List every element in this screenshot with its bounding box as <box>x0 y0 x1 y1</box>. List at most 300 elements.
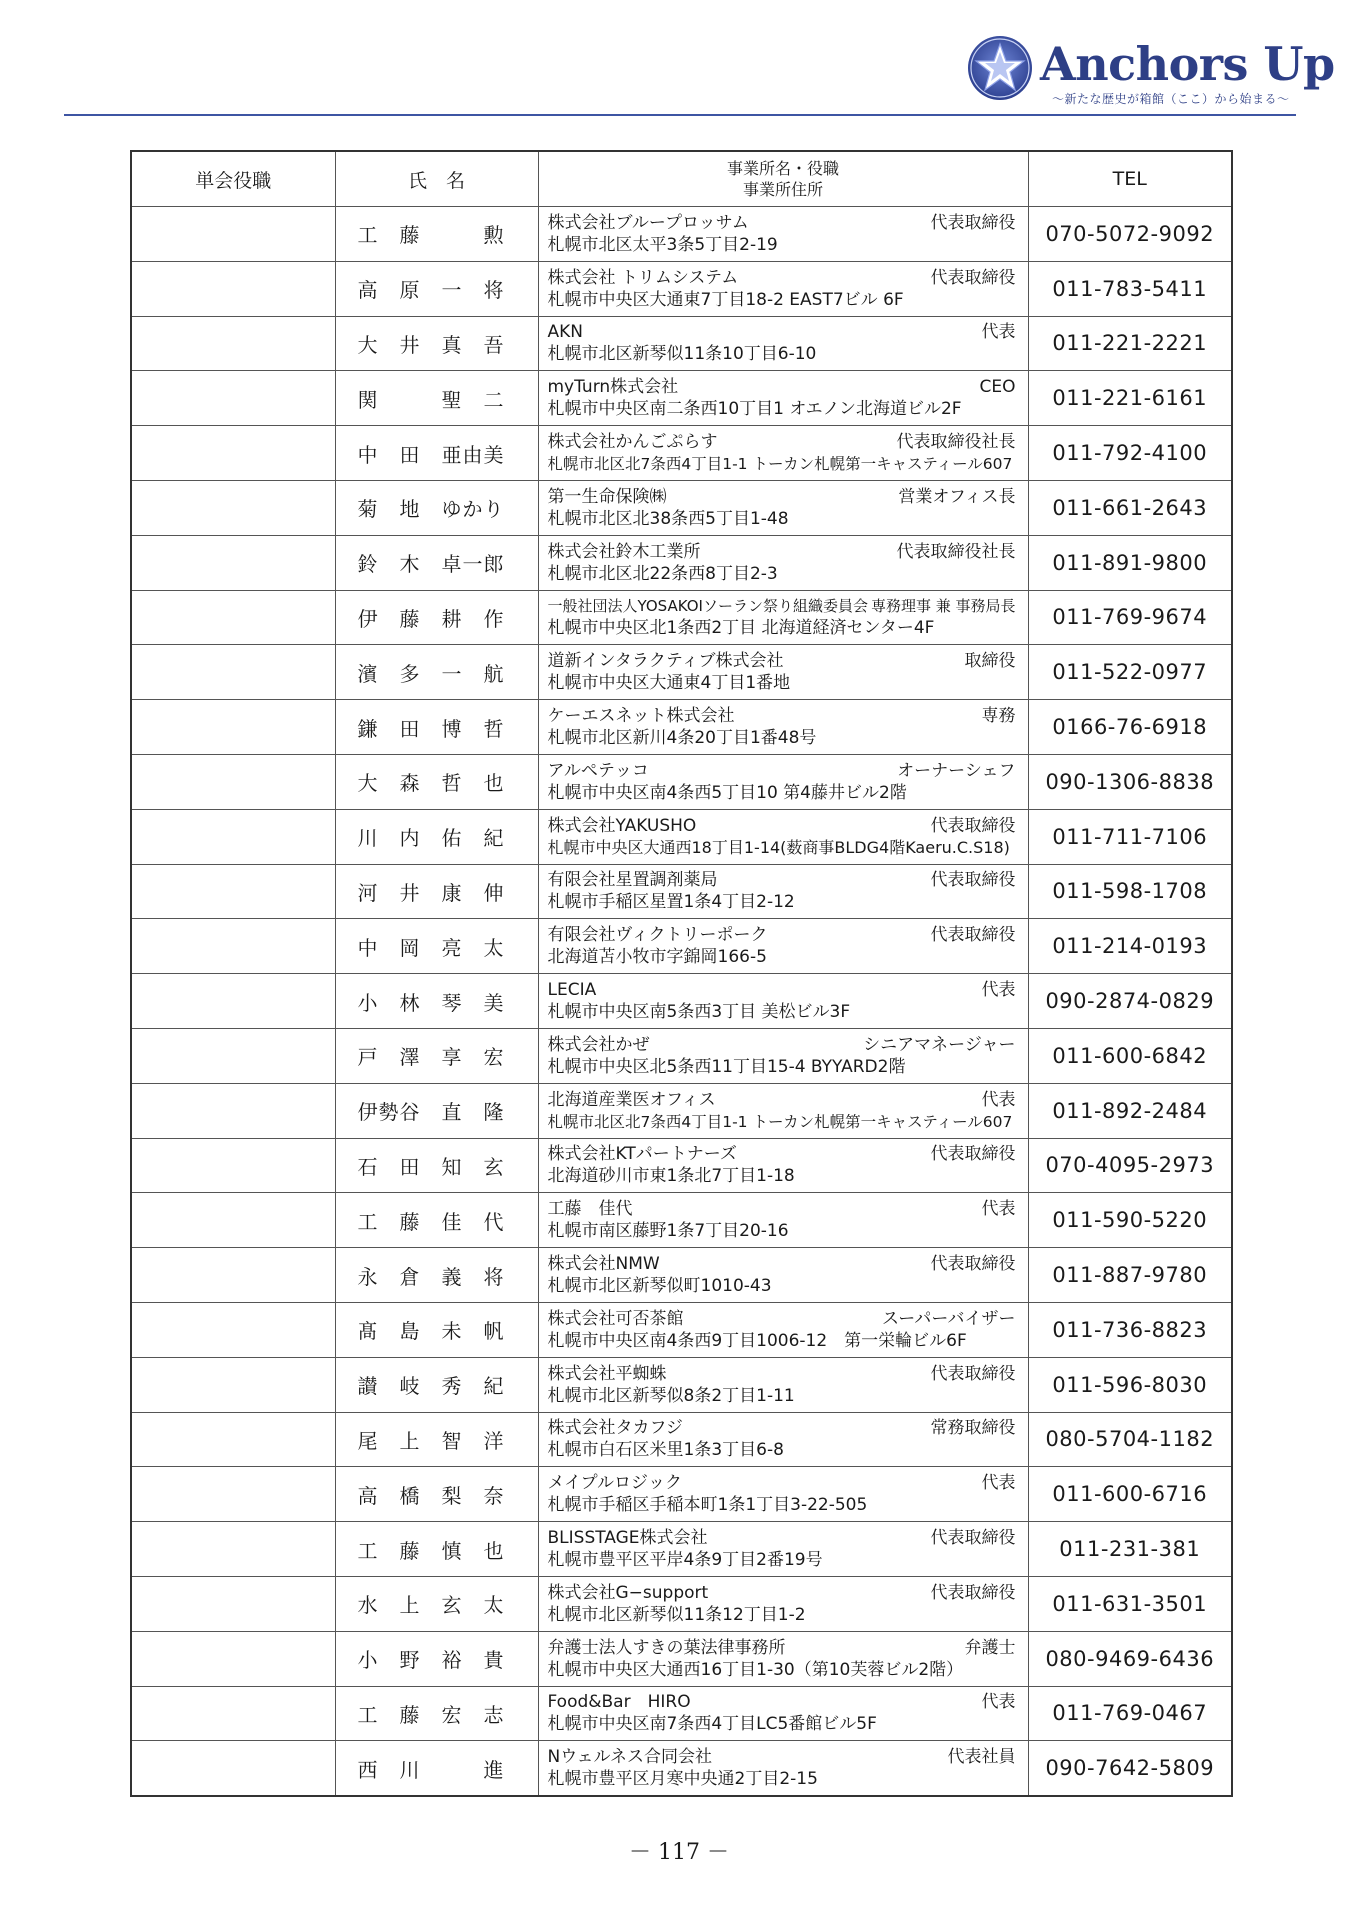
business-address: 札幌市白石区米里1条3丁目6-8 <box>547 1440 784 1461</box>
business-cell <box>538 371 1028 426</box>
business-cell <box>538 754 1028 809</box>
company-name: 工藤 佳代 <box>547 1199 633 1220</box>
business-address: 札幌市南区藤野1条7丁目20-16 <box>547 1221 789 1242</box>
tel-cell: 011-221-6161 <box>1028 371 1232 426</box>
name-cell <box>335 480 538 535</box>
business-cell <box>538 1522 1028 1577</box>
business-address: 札幌市北区新川4条20丁目1番48号 <box>547 728 817 749</box>
name-cell <box>335 371 538 426</box>
job-title: 専務理事 兼 事務局長 <box>870 597 1016 616</box>
business-cell <box>538 1028 1028 1083</box>
business-address: 札幌市手稲区手稲本町1条1丁目3-22-505 <box>547 1495 868 1516</box>
role-cell <box>131 207 335 262</box>
tel-cell: 090-1306-8838 <box>1028 754 1232 809</box>
business-cell <box>538 316 1028 371</box>
tel-cell: 0166-76-6918 <box>1028 700 1232 755</box>
business-cell <box>538 974 1028 1029</box>
job-title: 代表 <box>981 1199 1016 1220</box>
business-cell <box>538 1576 1028 1631</box>
business-line <box>548 595 1016 617</box>
job-title: 代表取締役 <box>930 925 1016 946</box>
role-cell <box>131 1576 335 1631</box>
business-cell <box>538 1467 1028 1522</box>
name-cell <box>335 809 538 864</box>
tel-cell: 011-600-6842 <box>1028 1028 1232 1083</box>
company-name: myTurn株式会社 <box>547 377 679 398</box>
tel-cell: 011-221-2221 <box>1028 316 1232 371</box>
job-title: 代表取締役 <box>930 870 1016 891</box>
role-cell <box>131 1138 335 1193</box>
member-name: 高 原 一 将 <box>357 278 505 303</box>
tel-cell: 070-5072-9092 <box>1028 207 1232 262</box>
business-address: 札幌市豊平区月寒中央通2丁目2-15 <box>547 1769 818 1790</box>
business-address: 札幌市中央区大通東7丁目18-2 EAST7ビル 6F <box>547 289 904 310</box>
role-cell <box>131 1412 335 1467</box>
company-name: 株式会社タカフジ <box>547 1418 683 1439</box>
business-cell <box>538 207 1028 262</box>
tel-cell: 080-9469-6436 <box>1028 1631 1232 1686</box>
name-cell <box>335 261 538 316</box>
tel-cell: 011-769-0467 <box>1028 1686 1232 1741</box>
name-cell <box>335 754 538 809</box>
business-line <box>548 979 1016 1001</box>
table-row <box>131 426 1232 481</box>
table-row <box>131 809 1232 864</box>
name-cell <box>335 1083 538 1138</box>
tel-cell: 011-792-4100 <box>1028 426 1232 481</box>
business-line <box>548 321 1016 343</box>
job-title: 代表取締役 <box>930 267 1016 288</box>
business-line <box>548 1691 1016 1713</box>
business-line <box>548 1527 1016 1549</box>
tel-cell: 011-711-7106 <box>1028 809 1232 864</box>
role-cell <box>131 426 335 481</box>
tel-cell: 011-231-381 <box>1028 1522 1232 1577</box>
member-name: 大 井 真 吾 <box>357 332 505 357</box>
role-cell <box>131 1522 335 1577</box>
company-name: 株式会社平蜘蛛 <box>547 1363 667 1384</box>
business-line <box>548 1472 1016 1494</box>
name-cell <box>335 700 538 755</box>
business-line <box>548 1143 1016 1165</box>
role-cell <box>131 590 335 645</box>
member-name: 菊 地 ゆかり <box>357 497 505 522</box>
role-cell <box>131 700 335 755</box>
tel-cell: 011-892-2484 <box>1028 1083 1232 1138</box>
business-address: 札幌市中央区大通西18丁目1-14(薮商事BLDG4階Kaeru.C.S18) <box>547 837 1010 857</box>
business-cell <box>538 1193 1028 1248</box>
name-cell <box>335 207 538 262</box>
table-row <box>131 535 1232 590</box>
name-cell <box>335 1138 538 1193</box>
table-row <box>131 974 1232 1029</box>
business-cell <box>538 864 1028 919</box>
column-header-business-line2: 事業所住所 <box>742 180 823 199</box>
tel-cell: 011-214-0193 <box>1028 919 1232 974</box>
table-row <box>131 590 1232 645</box>
business-address: 札幌市豊平区平岸4条9丁目2番19号 <box>547 1550 823 1571</box>
member-name: 石 田 知 玄 <box>357 1154 505 1179</box>
tel-cell: 011-736-8823 <box>1028 1302 1232 1357</box>
business-cell <box>538 1741 1028 1796</box>
name-cell <box>335 1412 538 1467</box>
member-directory-table <box>130 150 1233 1797</box>
name-cell <box>335 864 538 919</box>
table-row <box>131 480 1232 535</box>
member-name: 工 藤 慎 也 <box>357 1538 505 1563</box>
name-cell <box>335 1302 538 1357</box>
business-cell <box>538 645 1028 700</box>
member-name: 尾 上 智 洋 <box>357 1428 505 1453</box>
business-line <box>548 924 1016 946</box>
name-cell <box>335 645 538 700</box>
business-address: 札幌市中央区南4条西5丁目10 第4藤井ビル2階 <box>547 782 907 803</box>
tel-cell: 011-887-9780 <box>1028 1248 1232 1303</box>
company-name: 北海道産業医オフィス <box>547 1089 716 1110</box>
member-name: 工 藤 宏 志 <box>357 1702 505 1727</box>
member-name: 讃 岐 秀 紀 <box>357 1374 505 1399</box>
name-cell <box>335 1522 538 1577</box>
business-line <box>548 1253 1016 1275</box>
business-cell <box>538 261 1028 316</box>
job-title: 代表取締役 <box>930 1144 1016 1165</box>
logo-subtitle: ～新たな歴史が箱館（ここ）から始まる～ <box>1052 92 1290 106</box>
role-cell <box>131 1357 335 1412</box>
tel-cell: 090-2874-0829 <box>1028 974 1232 1029</box>
role-cell <box>131 480 335 535</box>
header-divider <box>64 114 1296 116</box>
company-name: 弁護士法人すきの葉法律事務所 <box>547 1637 786 1658</box>
table-row <box>131 1686 1232 1741</box>
role-cell <box>131 919 335 974</box>
role-cell <box>131 261 335 316</box>
name-cell <box>335 919 538 974</box>
member-name: 小 林 琴 美 <box>357 990 505 1015</box>
company-name: メイプルロジック <box>547 1473 682 1494</box>
role-cell <box>131 1083 335 1138</box>
table-row <box>131 316 1232 371</box>
tel-cell: 070-4095-2973 <box>1028 1138 1232 1193</box>
column-header-business-line1: 事業所名・役職 <box>726 159 839 178</box>
job-title: 取締役 <box>964 651 1016 672</box>
business-address: 札幌市北区新琴似町1010-43 <box>547 1276 772 1297</box>
table-row <box>131 1028 1232 1083</box>
table-row <box>131 1193 1232 1248</box>
member-name: 永 倉 義 将 <box>357 1264 505 1289</box>
table-header-row <box>131 151 1232 207</box>
company-name: 株式会社かんごぷらす <box>547 432 718 453</box>
job-title: オーナーシェフ <box>897 760 1016 781</box>
table-row <box>131 371 1232 426</box>
business-address: 札幌市中央区北1条西2丁目 北海道経済センター4F <box>547 618 935 639</box>
name-cell <box>335 1631 538 1686</box>
business-address: 札幌市中央区南5条西3丁目 美松ビル3F <box>547 1002 851 1023</box>
table-row <box>131 1138 1232 1193</box>
business-cell <box>538 700 1028 755</box>
role-cell <box>131 864 335 919</box>
table-row <box>131 1576 1232 1631</box>
business-line <box>548 815 1016 837</box>
job-title: 代表社員 <box>947 1747 1016 1768</box>
business-line <box>548 705 1016 727</box>
table-row <box>131 645 1232 700</box>
business-line <box>548 1034 1016 1056</box>
member-name: 濱 多 一 航 <box>357 661 505 686</box>
job-title: 代表 <box>981 1089 1016 1110</box>
member-name: 工 藤 佳 代 <box>357 1209 505 1234</box>
business-cell <box>538 1631 1028 1686</box>
table-row <box>131 207 1232 262</box>
role-cell <box>131 1631 335 1686</box>
role-cell <box>131 1467 335 1522</box>
tel-cell: 011-522-0977 <box>1028 645 1232 700</box>
table-row <box>131 1412 1232 1467</box>
job-title: 代表取締役 <box>930 1254 1016 1275</box>
table-row <box>131 700 1232 755</box>
name-cell <box>335 1193 538 1248</box>
job-title: 代表取締役 <box>930 212 1016 233</box>
business-cell <box>538 1083 1028 1138</box>
role-cell <box>131 645 335 700</box>
table-row <box>131 1741 1232 1796</box>
column-header-tel: TEL <box>1028 151 1232 207</box>
business-line <box>548 1582 1016 1604</box>
job-title: 代表取締役社長 <box>896 541 1016 562</box>
role-cell <box>131 1193 335 1248</box>
member-name: 工 藤 勲 <box>357 223 505 248</box>
business-line <box>548 869 1016 891</box>
tel-cell: 011-783-5411 <box>1028 261 1232 316</box>
table-row <box>131 919 1232 974</box>
tel-cell: 011-661-2643 <box>1028 480 1232 535</box>
tel-cell: 011-631-3501 <box>1028 1576 1232 1631</box>
business-address: 札幌市北区新琴似11条10丁目6-10 <box>547 344 817 365</box>
business-address: 札幌市手稲区星置1条4丁目2-12 <box>547 892 795 913</box>
business-line <box>548 1308 1016 1330</box>
company-name: 道新インタラクティブ株式会社 <box>547 651 784 672</box>
name-cell <box>335 535 538 590</box>
table-row <box>131 864 1232 919</box>
job-title: 代表 <box>981 1473 1016 1494</box>
business-line <box>548 1363 1016 1385</box>
company-name: Nウェルネス合同会社 <box>547 1747 713 1768</box>
member-name: 大 森 哲 也 <box>357 771 505 796</box>
company-name: 第一生命保険㈱ <box>547 486 667 507</box>
job-title: 代表 <box>981 322 1016 343</box>
company-name: 株式会社かぜ <box>547 1034 650 1055</box>
business-cell <box>538 919 1028 974</box>
business-address: 札幌市北区新琴似8条2丁目1-11 <box>547 1385 795 1406</box>
member-name: 髙 島 未 帆 <box>357 1319 505 1344</box>
member-name: 河 井 康 伸 <box>357 880 505 905</box>
business-address: 札幌市北区太平3条5丁目2-19 <box>547 234 778 255</box>
business-cell <box>538 590 1028 645</box>
company-name: 有限会社ヴィクトリーポーク <box>547 925 768 946</box>
tel-cell: 011-891-9800 <box>1028 535 1232 590</box>
business-address: 札幌市北区北7条西4丁目1-1 トーカン札幌第一キャスティール607 <box>547 455 1013 474</box>
job-title: スーパーバイザー <box>882 1308 1016 1329</box>
business-address: 札幌市中央区北5条西11丁目15-4 BYYARD2階 <box>547 1056 906 1077</box>
role-cell <box>131 316 335 371</box>
page-number: － 117 － <box>629 1840 729 1865</box>
member-name: 鈴 木 卓一郎 <box>357 552 505 577</box>
member-name: 鎌 田 博 哲 <box>357 716 505 741</box>
name-cell <box>335 974 538 1029</box>
member-name: 関 聖 二 <box>357 387 505 412</box>
member-name: 中 岡 亮 太 <box>357 935 505 960</box>
job-title: 代表取締役 <box>930 1582 1016 1603</box>
member-name: 中 田 亜由美 <box>357 442 505 467</box>
business-line <box>548 376 1016 398</box>
member-name: 高 橋 梨 奈 <box>357 1483 505 1508</box>
business-address: 札幌市中央区南二条西10丁目1 オエノン北海道ビル2F <box>547 399 962 420</box>
job-title: 常務取締役 <box>930 1418 1016 1439</box>
role-cell <box>131 1248 335 1303</box>
name-cell <box>335 1686 538 1741</box>
business-line <box>548 1198 1016 1220</box>
job-title: CEO <box>979 377 1016 398</box>
role-cell <box>131 1741 335 1796</box>
tel-cell: 011-600-6716 <box>1028 1467 1232 1522</box>
job-title: 弁護士 <box>964 1637 1016 1658</box>
job-title: 代表取締役 <box>930 1528 1016 1549</box>
business-address: 北海道苫小牧市字錦岡166-5 <box>547 947 767 968</box>
job-title: 代表 <box>981 980 1016 1001</box>
role-cell <box>131 809 335 864</box>
business-cell <box>538 1248 1028 1303</box>
job-title: シニアマネージャー <box>863 1034 1016 1055</box>
business-address: 札幌市北区北38条西5丁目1-48 <box>547 508 789 529</box>
business-cell <box>538 535 1028 590</box>
job-title: 代表 <box>981 1692 1016 1713</box>
job-title: 代表取締役 <box>930 1363 1016 1384</box>
member-name: 川 内 佑 紀 <box>357 826 505 851</box>
company-name: 有限会社星置調剤薬局 <box>547 870 718 891</box>
column-header-business <box>538 151 1028 207</box>
business-line <box>548 267 1016 289</box>
business-line <box>548 1746 1016 1768</box>
job-title: 代表取締役社長 <box>896 432 1016 453</box>
role-cell <box>131 535 335 590</box>
company-name: AKN <box>547 322 583 343</box>
company-name: 株式会社ブループロッサム <box>547 212 749 233</box>
tel-cell: 011-590-5220 <box>1028 1193 1232 1248</box>
business-line <box>548 650 1016 672</box>
table-row <box>131 1522 1232 1577</box>
company-name: LECIA <box>547 980 597 1001</box>
member-name: 伊勢谷 直 隆 <box>357 1100 505 1125</box>
business-line <box>548 431 1016 453</box>
role-cell <box>131 974 335 1029</box>
tel-cell: 011-598-1708 <box>1028 864 1232 919</box>
star-emblem-icon <box>966 34 1034 102</box>
table-row <box>131 261 1232 316</box>
member-name: 小 野 裕 貴 <box>357 1648 505 1673</box>
member-name: 戸 澤 享 宏 <box>357 1045 505 1070</box>
company-name: 株式会社NMW <box>547 1254 660 1275</box>
name-cell <box>335 1741 538 1796</box>
business-cell <box>538 1412 1028 1467</box>
table-row <box>131 1467 1232 1522</box>
member-name: 西 川 進 <box>357 1757 505 1782</box>
logo-title: Anchors Up <box>1040 37 1335 91</box>
tel-cell: 090-7642-5809 <box>1028 1741 1232 1796</box>
column-header-name: 氏 名 <box>335 151 538 207</box>
business-address: 札幌市北区新琴似11条12丁目1-2 <box>547 1604 806 1625</box>
name-cell <box>335 1467 538 1522</box>
business-address: 北海道砂川市東1条北7丁目1-18 <box>547 1166 795 1187</box>
member-name: 伊 藤 耕 作 <box>357 606 505 631</box>
business-line <box>548 1417 1016 1439</box>
tel-cell: 011-769-9674 <box>1028 590 1232 645</box>
table-row <box>131 754 1232 809</box>
company-name: 株式会社YAKUSHO <box>547 815 697 836</box>
table-row <box>131 1302 1232 1357</box>
business-line <box>548 541 1016 563</box>
role-cell <box>131 1302 335 1357</box>
job-title: 営業オフィス長 <box>898 486 1016 507</box>
business-line <box>548 212 1016 234</box>
business-address: 札幌市中央区大通東4丁目1番地 <box>547 673 791 694</box>
business-line <box>548 760 1016 782</box>
business-address: 札幌市北区北7条西4丁目1-1 トーカン札幌第一キャスティール607 <box>547 1112 1013 1131</box>
business-cell <box>538 1138 1028 1193</box>
company-name: BLISSTAGE株式会社 <box>547 1528 708 1549</box>
table-row <box>131 1248 1232 1303</box>
job-title: 代表取締役 <box>930 815 1016 836</box>
business-address: 札幌市中央区大通西16丁目1-30（第10芙蓉ビル2階） <box>547 1659 964 1680</box>
business-cell <box>538 480 1028 535</box>
name-cell <box>335 1248 538 1303</box>
role-cell <box>131 1028 335 1083</box>
business-cell <box>538 1302 1028 1357</box>
business-cell <box>538 809 1028 864</box>
business-cell <box>538 1357 1028 1412</box>
business-address: 札幌市中央区南7条西4丁目LC5番館ビル5F <box>547 1714 877 1735</box>
company-name: 株式会社G−support <box>547 1582 709 1603</box>
column-header-role: 単会役職 <box>131 151 335 207</box>
job-title: 専務 <box>981 706 1016 727</box>
anchors-up-logo <box>966 34 1335 110</box>
business-address: 札幌市中央区南4条西9丁目1006-12 第一栄輪ビル6F <box>547 1330 967 1351</box>
page-header <box>0 0 1358 118</box>
table-row <box>131 1083 1232 1138</box>
business-line <box>548 1637 1016 1659</box>
company-name: ケーエスネット株式会社 <box>547 706 735 727</box>
tel-cell: 011-596-8030 <box>1028 1357 1232 1412</box>
role-cell <box>131 754 335 809</box>
table-body <box>131 207 1232 1797</box>
company-name: Food&Bar HIRO <box>547 1692 691 1713</box>
company-name: 株式会社KTパートナーズ <box>547 1144 737 1165</box>
company-name: アルペテッコ <box>547 760 649 781</box>
business-cell <box>538 426 1028 481</box>
name-cell <box>335 1028 538 1083</box>
name-cell <box>335 590 538 645</box>
role-cell <box>131 1686 335 1741</box>
name-cell <box>335 426 538 481</box>
table-row <box>131 1357 1232 1412</box>
name-cell <box>335 1357 538 1412</box>
name-cell <box>335 1576 538 1631</box>
business-cell <box>538 1686 1028 1741</box>
name-cell <box>335 316 538 371</box>
tel-cell: 080-5704-1182 <box>1028 1412 1232 1467</box>
member-name: 水 上 玄 太 <box>357 1593 505 1618</box>
company-name: 株式会社 トリムシステム <box>547 267 739 288</box>
business-address: 札幌市北区北22条西8丁目2-3 <box>547 563 778 584</box>
business-line <box>548 486 1016 508</box>
